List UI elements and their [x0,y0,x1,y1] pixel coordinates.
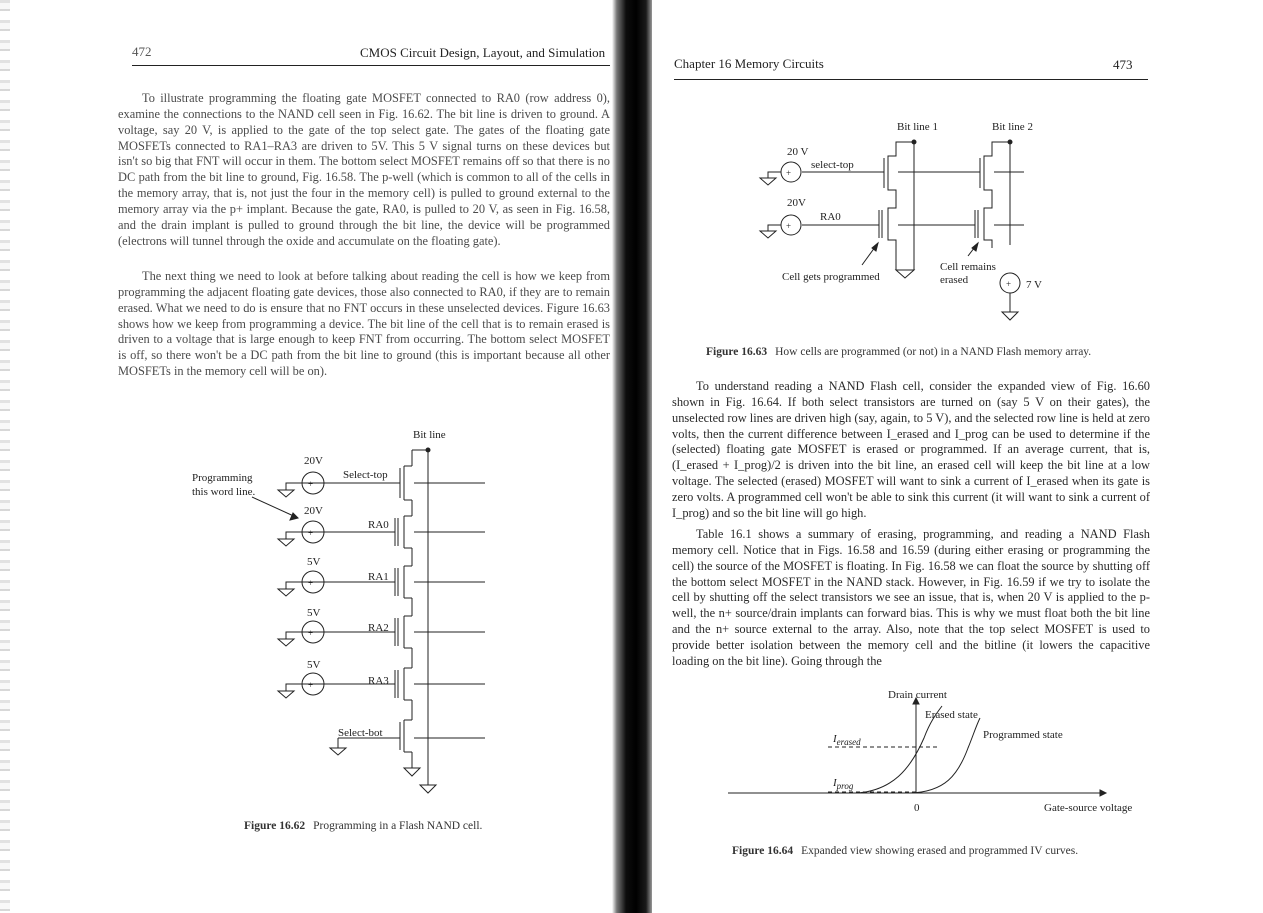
page-number: 472 [132,44,152,59]
i-prog-label: $I_{prog}$ [833,777,854,791]
right-page [640,0,1263,913]
bottom-gate-label: Select-bot [338,727,383,739]
programmed-state-label: Programmed state [983,729,1063,741]
voltage-label: 5V [307,659,321,671]
transistor-select-top [400,450,412,500]
voltage-label: 7 V [1026,279,1042,291]
left-page [0,0,618,913]
source-sign: + [786,168,792,178]
gate-label: RA1 [368,571,389,583]
paragraph-1: To illustrate programming the floating gate MOSFET connected to RA0 (row address 0), examine the connections to the NAND cell seen in Fig. 16.62. The bit line is driven to ground. A voltage, say 20 V, is applied to the gate of the top select gate. The gates of the floating gate MOSFETs connected to RA1–RA3 are driven to 5V. This 5 V signal turns on these devices but isn't so big that FNT will occur in them. The bottom select MOSFET remains off so that there is no DC path from the bit line to ground, Fig. 16.58. The p-well (which is common to all of the cells in the memory array, that is, not just the four in the memory cell) is pulled to ground external to the memory array via the p+ implant. Because the gate, RA0, is pulled to 20 V, as seen in Fig. 16.58, and the drain implant is pulled to ground through the bit line, the device will be programmed (electrons will tunnel through the oxide and accumulate on the floating gate). [118,91,610,248]
bit-line-2-label: Bit line 2 [992,121,1033,133]
x-axis-label: Gate-source voltage [1044,802,1133,814]
source-sign: + [786,221,792,231]
y-axis-label: Drain current [888,689,947,701]
bit-line-1-label: Bit line 1 [897,121,938,133]
annotation-line-2: this word line. [192,486,256,498]
running-title: CMOS Circuit Design, Layout, and Simulation [360,45,606,60]
caption-number: Figure 16.62 [244,820,306,832]
voltage-label: 20V [304,505,323,517]
figure-caption [244,820,482,832]
paragraph-2: Table 16.1 shows a summary of erasing, programming, and reading a NAND Flash memory cell. Notice that in Figs. 16.58 and 16.59 (during either erasing or programming the cell) the source of the MOSFET is floating. In Fig. 16.58 we can float the source by shutting off the bottom select MOSFET in the NAND stack. However, in Fig. 16.59 if we try to isolate the cell by shutting off the select transistors we see an issue, that is, when 20 V is applied to the p-well, the n+ source/drain implants can forward bias. This is why we must float both the bit line and the n+ source external to the array. Also, note that the top select MOSFET is used to provide better isolation between the memory cell and the bitline (it lowers the capacitive loading on the bit line). Going through the [672,527,1150,668]
gate-label: RA0 [368,519,389,531]
voltage-label: 20V [304,455,323,467]
voltage-label: 5V [307,607,321,619]
paragraph-2: The next thing we need to look at before talking about reading the cell is how we keep from programming the adjacent floating gate devices, those also connected to RA0, if they are to remain erased. What we need to do is ensure that no FNT occurs in these unselected devices. Figure 16.63 shows how we keep from programming a device. The bit line of the cell that is to remain erased is driven to a voltage that is large enough to keep FNT from occurring. The bottom select MOSFET is off, so there won't be a DC path from the bit line to ground (this is important because all other MOSFETs in the memory cell will be on). [118,269,610,379]
caption-number: Figure 16.63 [706,346,768,358]
source-sign: + [308,479,314,489]
running-title: Chapter 16 Memory Circuits [674,56,824,71]
erased-state-label: Erased state [925,709,978,721]
gate-label: RA0 [820,211,841,223]
source-sign: + [1006,279,1012,289]
gate-label: RA2 [368,622,389,634]
annotation-erased-line-1: Cell remains [940,261,996,273]
caption-number: Figure 16.64 [732,845,794,857]
figure-16-64 [640,0,1263,913]
voltage-label: 20 V [787,146,809,158]
gate-label: RA3 [368,675,389,687]
caption-text: How cells are programmed (or not) in a NAND Flash memory array. [775,346,1092,358]
annotation-erased-line-2: erased [940,274,969,286]
source-sign: + [308,628,314,638]
caption-text: Programming in a Flash NAND cell. [313,820,483,832]
figure-16-62 [0,0,618,913]
caption-text: Expanded view showing erased and programmed IV curves. [801,845,1079,857]
source-sign: + [308,578,314,588]
voltage-label: 5V [307,556,321,568]
paragraph-1: To understand reading a NAND Flash cell, consider the expanded view of Fig. 16.60 shown in Fig. 16.64. If both select transistors are turned on (say 5 V on their gates), the unselected row lines are driven high (say, again, to 5 V), and the selected row line is held at zero volts, then the current difference between I_erased and I_prog can be used to determine if the (selected) floating gate MOSFET is erased or programmed. If an average current, that is, (I_erased + I_prog)/2 is driven into the bit line, an erased cell will keep the bit line at a low voltage. The selected (erased) MOSFET will want to sink a current of I_erased when its gate is zero volts. A programmed cell won't be able to sink this current (it will want to sink a current of I_prog) and so the bit line will go high. [672,379,1150,520]
bit-line-label: Bit line [413,429,446,441]
page-number: 473 [1113,57,1133,72]
source-sign: + [308,528,314,538]
i-erased-label: $I_{erased}$ [833,733,861,747]
gate-label: select-top [811,159,854,171]
annotation-programmed: Cell gets programmed [782,271,880,283]
origin-label: 0 [914,802,920,814]
annotation-line-1: Programming [192,472,253,484]
gate-label: Select-top [343,469,388,481]
voltage-label: 20V [787,197,806,209]
figure-caption [732,845,1078,857]
source-sign: + [308,680,314,690]
